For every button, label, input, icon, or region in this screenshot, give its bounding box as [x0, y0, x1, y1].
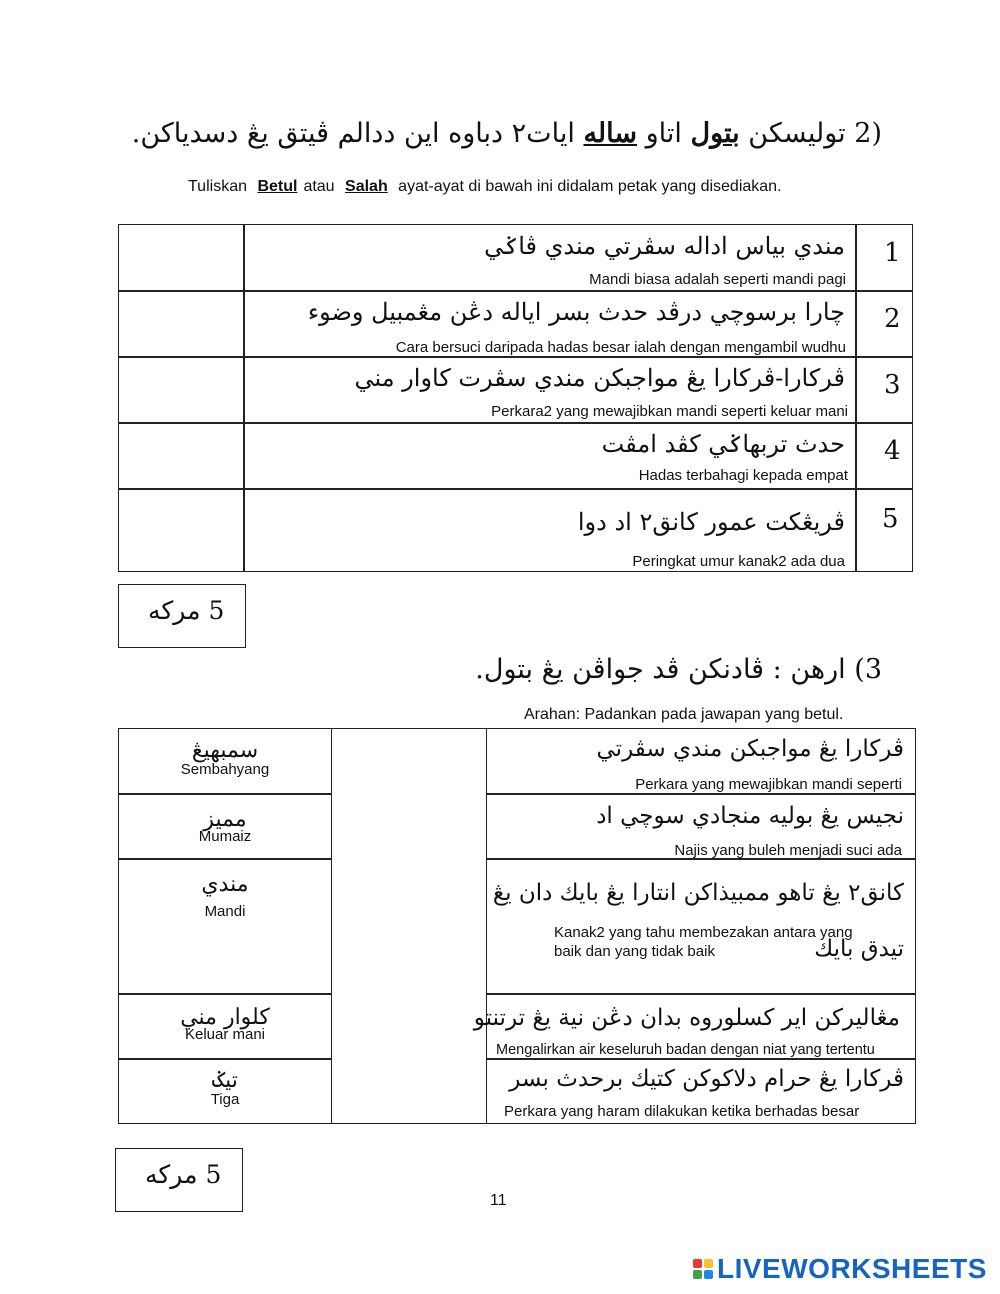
statement-3-rumi: Perkara2 yang mewajibkan mandi seperti keluar mani	[491, 403, 848, 420]
match-term-2[interactable]: مميز Mumaiz	[198, 807, 252, 845]
statement-3-jawi: ڤركارا-ڤركارا يڠ مواجبكن مندي سڤرت كاوار مني	[354, 364, 845, 392]
match-drawing-area[interactable]	[332, 728, 487, 1124]
statement-4-jawi: حدث تربهاݢي كڤد امڤت	[601, 430, 845, 458]
section2-number: 2)	[854, 118, 882, 149]
answer-box-2[interactable]	[120, 292, 242, 355]
match-definition-1[interactable]: ڤركارا يڠ مواجبكن مندي سڤرتي Perkara yang mewajibkan mandi seperti	[596, 736, 904, 793]
answer-box-4[interactable]	[120, 424, 242, 487]
marks-label-1: 5 مركه	[148, 596, 225, 625]
statement-5-jawi: ڤريڠكت عمور كانق٢ اد دوا	[577, 508, 845, 536]
heading-word-betul: بتول	[690, 118, 740, 149]
section3-instruction: Arahan: Padankan pada jawapan yang betul.	[524, 706, 844, 723]
heading-rest: ايات٢ دباوه اين ددالم ڤيتق يڠ دسدياكن.	[131, 118, 575, 149]
section2-heading	[132, 118, 882, 149]
match-term-3[interactable]: مندي Mandi	[201, 872, 249, 920]
match-definition-3[interactable]: كانق٢ يڠ تاهو ممبيذاكن انتارا يڠ بايك دان يڠ Kanak2 yang tahu membezakan antara yang baik dan yang tidak baik تيدق بايك	[492, 880, 904, 962]
match-term-1[interactable]: سمبهيڠ Sembahyang	[180, 738, 270, 778]
statement-2-rumi: Cara bersuci daripada hadas besar ialah dengan mengambil wudhu	[395, 339, 846, 356]
statement-2-jawi: چارا برسوچي درڤد حدث بسر اياله دڠن مڠمبيل وضوء	[307, 298, 845, 326]
match-term-5[interactable]: تيݢ Tiga	[210, 1068, 240, 1108]
heading-word-tulis: توليسكن	[748, 118, 846, 149]
logo-icon	[693, 1259, 713, 1279]
heading-word-atau: اتاو	[645, 118, 682, 149]
row-number-1: 1	[884, 238, 901, 268]
row-number-3: 3	[884, 370, 901, 400]
section3-heading: 3) ارهن : ڤادنكن ڤد جواڤن يڠ بتول.	[475, 654, 882, 685]
brand-text: LIVEWORKSHEETS	[717, 1253, 987, 1284]
heading-word-salah: ساله	[583, 118, 637, 149]
section2-instruction: Tuliskan Betul atau Salah ayat-ayat di bawah ini didalam petak yang disediakan.	[188, 178, 782, 195]
match-definition-2[interactable]: نجيس يڠ بوليه منجادي سوچي اد Najis yang buleh menjadi suci ada	[596, 803, 904, 859]
statement-1-rumi: Mandi biasa adalah seperti mandi pagi	[589, 271, 846, 288]
row-number-2: 2	[884, 304, 901, 334]
match-term-4[interactable]: كلوار مني Keluar mani	[180, 1005, 270, 1043]
statement-5-rumi: Peringkat umur kanak2 ada dua	[632, 553, 845, 570]
match-definition-4[interactable]: مڠاليركن اير كسلوروه بدان دڠن نية يڠ ترتنتو Mengalirkan air keseluruh badan dengan niat yang tertentu	[473, 1005, 900, 1058]
answer-box-1[interactable]	[120, 226, 242, 289]
statement-1-jawi: مندي بياس اداله سڤرتي مندي ڤاݢي	[484, 232, 845, 260]
liveworksheets-logo[interactable]	[693, 1254, 987, 1284]
row-number-5: 5	[882, 504, 899, 534]
answer-box-5[interactable]	[120, 490, 242, 570]
page-number: 11	[490, 1192, 507, 1209]
answer-box-3[interactable]	[120, 358, 242, 421]
statement-4-rumi: Hadas terbahagi kepada empat	[638, 467, 848, 484]
match-definition-5[interactable]: ڤركارا يڠ حرام دلاكوكن كتيك برحدث بسر Perkara yang haram dilakukan ketika berhadas besar	[504, 1066, 904, 1120]
row-number-4: 4	[884, 436, 901, 466]
marks-label-2: 5 مركه	[145, 1160, 222, 1189]
